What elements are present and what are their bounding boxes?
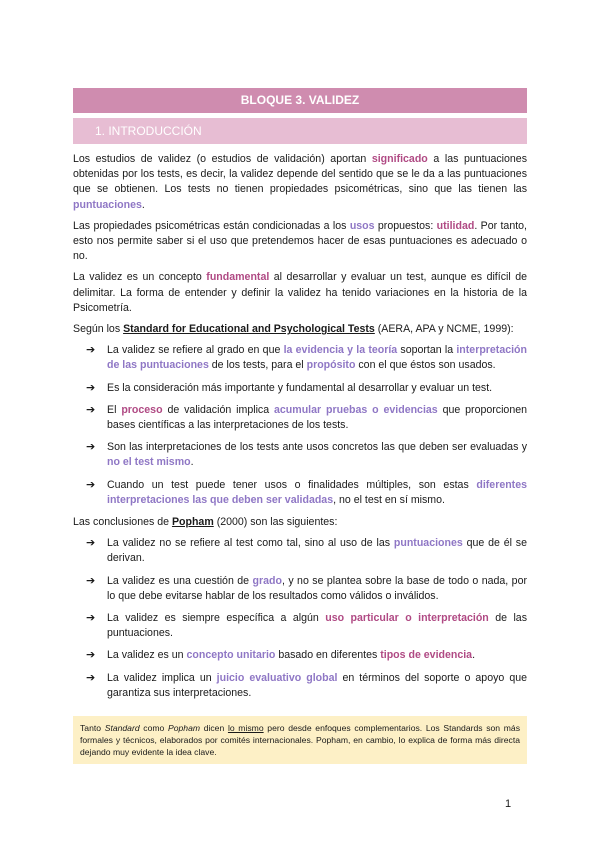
document-title: BLOQUE 3. VALIDEZ <box>73 88 527 113</box>
paragraph-1: Los estudios de validez (o estudios de validación) aportan significado a las puntuaciones obtenidas por los tests, es decir, la validez depende del sentido que se le da a las puntuaciones que se obtienen. Los tests no tienen propiedades psicométricas, sino que las tienen las puntuaciones. <box>73 153 527 211</box>
list-item: ➔ Es la consideración más importante y fundamental al desarrollar y evaluar un test. <box>73 381 527 396</box>
arrow-icon: ➔ <box>86 574 96 587</box>
popham-list <box>73 536 527 701</box>
paragraph-3: La validez es un concepto fundamental al desarrollar y evaluar un test, aunque es difícil de delimitar. La forma de entender y definir la validez ha tenido variaciones en la historia de la Psicometría. <box>73 271 527 314</box>
list-item: ➔ La validez es una cuestión de grado, y no se plantea sobre la base de todo o nada, por lo que debe evitarse hablar de los resultados como válidos o inválidos. <box>86 574 527 602</box>
section-heading-text: 1. INTRODUCCIÓN <box>95 124 202 138</box>
arrow-icon: ➔ <box>86 649 96 662</box>
list-item: ➔ La validez es un concepto unitario basado en diferentes tipos de evidencia. <box>73 648 527 663</box>
arrow-icon: ➔ <box>86 344 96 357</box>
summary-note: Tanto Standard como Popham dicen lo mismo pero desde enfoques complementarios. Los Standards son más formales y técnicos, elaborados por comités internacionales. Popham, en cambio, lo explica de forma más directa dejando muy evidente la idea clave. <box>73 716 527 764</box>
list-item: ➔ La validez no se refiere al test como tal, sino al uso de las puntuaciones que de él se derivan. <box>86 537 527 565</box>
list-item: ➔ Son las interpretaciones de los tests ante usos concretos las que deben ser evaluadas y no el test mismo. <box>86 441 527 469</box>
arrow-icon: ➔ <box>86 403 96 416</box>
list-item: ➔ La validez implica un juicio evaluativo global en términos del soporte o apoyo que garantiza sus interpretaciones. <box>86 671 527 699</box>
arrow-icon: ➔ <box>86 441 96 454</box>
standards-list <box>73 343 527 508</box>
paragraph-2: Las propiedades psicométricas están condicionadas a los usos propuestos: utilidad. Por tanto, esto nos permite saber si el uso que pretendemos hacer de esas puntuaciones es adecuado o no. <box>73 219 527 263</box>
arrow-icon: ➔ <box>86 671 96 684</box>
paragraph-5: Las conclusiones de Popham (2000) son las siguientes: <box>73 516 338 529</box>
arrow-icon: ➔ <box>86 537 96 550</box>
list-item: ➔ La validez es siempre específica a algún uso particular o interpretación de las puntuaciones. <box>86 612 527 640</box>
page-number: 1 <box>505 798 512 810</box>
list-item: ➔ La validez se refiere al grado en que la evidencia y la teoría soportan la interpretación de las puntuaciones de los tests, para el propósito con el que éstos son usados. <box>86 344 527 372</box>
paragraph-4: Según los Standard for Educational and Psychological Tests (AERA, APA y NCME, 1999): <box>73 323 514 336</box>
arrow-icon: ➔ <box>86 381 96 394</box>
list-item: ➔ El proceso de validación implica acumular pruebas o evidencias que proporcionen bases científicas a las interpretaciones de los tests. <box>86 403 528 432</box>
list-item: ➔ Cuando un test puede tener usos o finalidades múltiples, son estas diferentes interpretaciones las que deben ser validadas, no el test en sí mismo. <box>86 478 527 506</box>
arrow-icon: ➔ <box>86 612 96 625</box>
section-heading <box>73 118 527 144</box>
body-content <box>73 152 527 708</box>
arrow-icon: ➔ <box>86 478 96 491</box>
